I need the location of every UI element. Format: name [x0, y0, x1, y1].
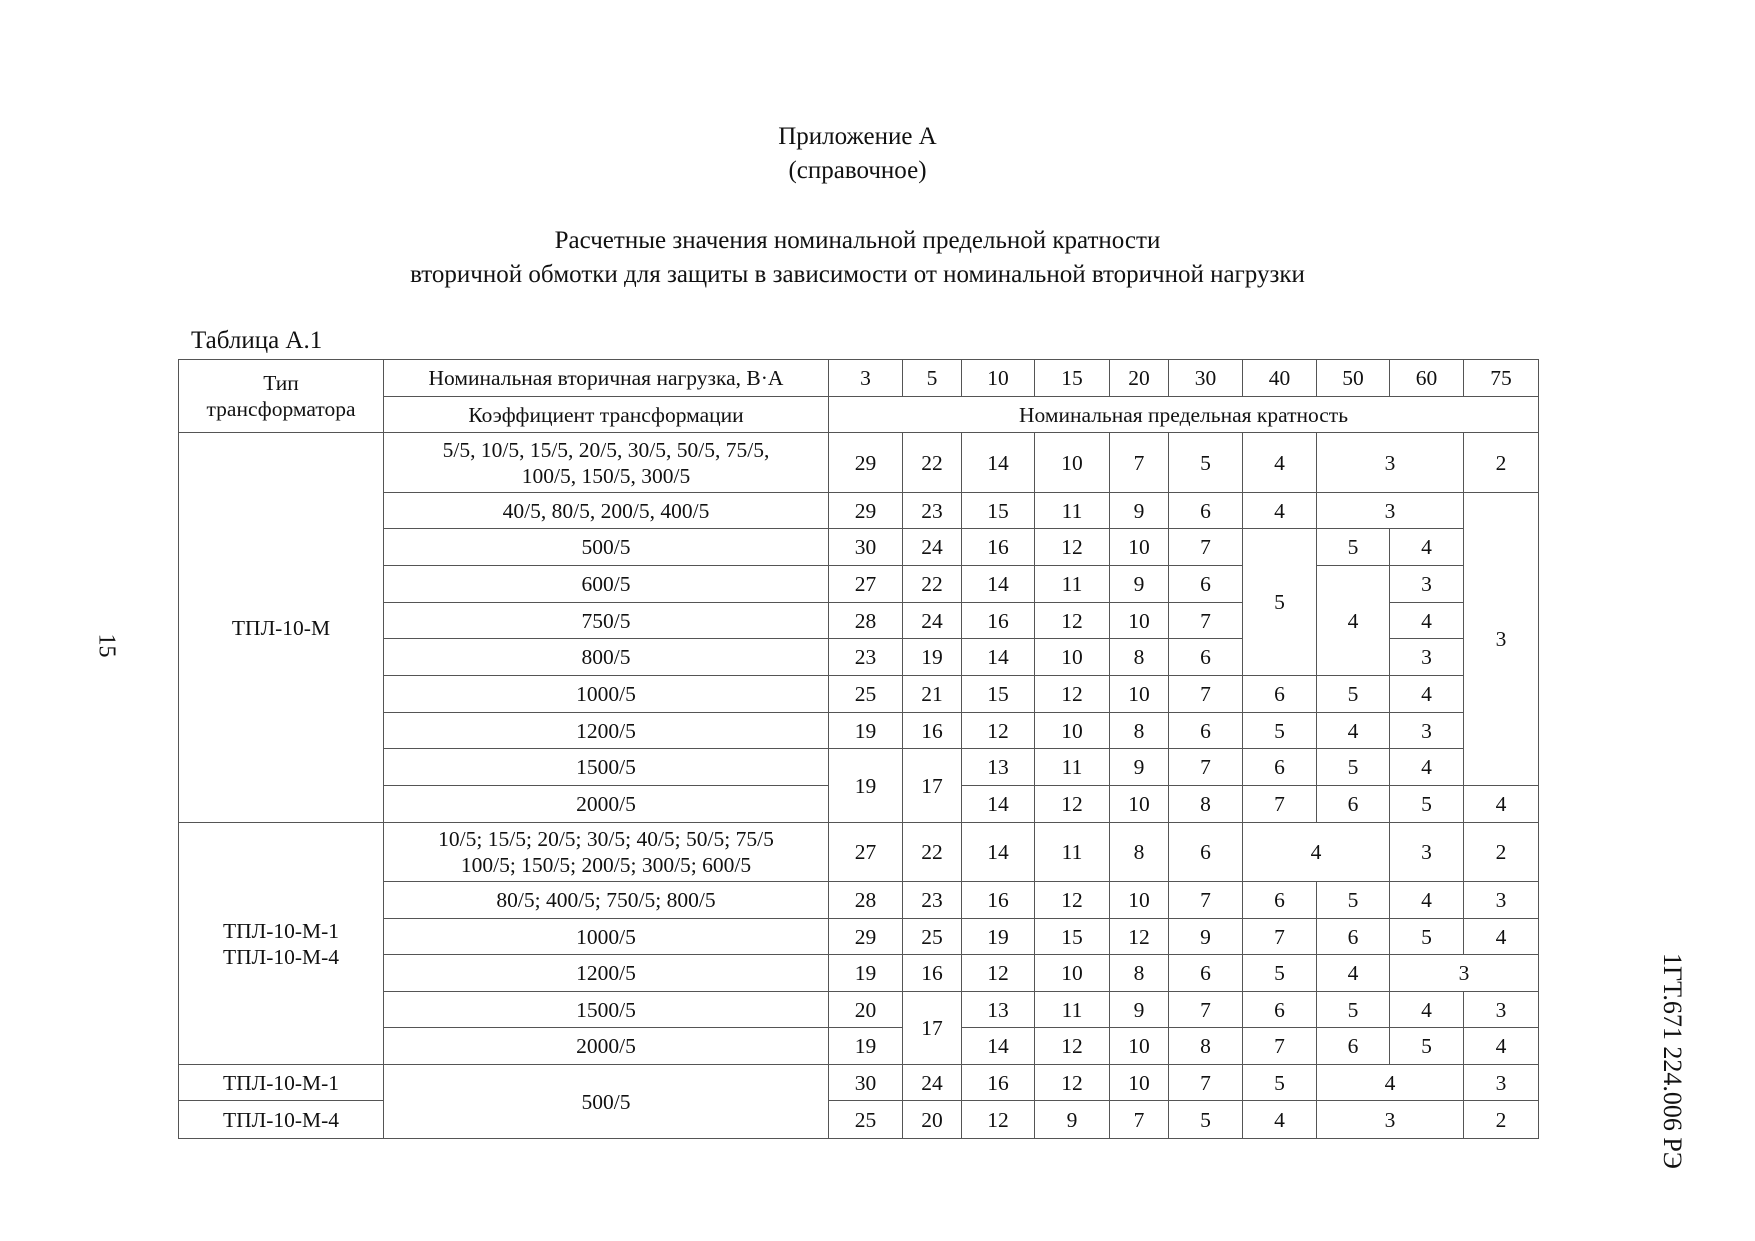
multiplicity-value: 11	[1035, 566, 1110, 603]
multiplicity-value: 7	[1169, 749, 1243, 786]
multiplicity-value: 4	[1243, 1101, 1317, 1138]
multiplicity-value: 6	[1169, 493, 1243, 529]
multiplicity-value: 8	[1110, 713, 1169, 749]
multiplicity-value: 13	[962, 992, 1035, 1028]
multiplicity-value: 16	[962, 1065, 1035, 1101]
multiplicity-value: 19	[829, 955, 903, 992]
multiplicity-value: 5	[1243, 955, 1317, 992]
header-load-value: 5	[903, 360, 962, 397]
multiplicity-value: 15	[962, 493, 1035, 529]
header-load-value: 15	[1035, 360, 1110, 397]
multiplicity-value: 11	[1035, 493, 1110, 529]
multiplicity-value: 19	[903, 639, 962, 676]
multiplicity-value: 5	[1317, 882, 1390, 919]
header-transformer-type: Тип трансформатора	[179, 360, 384, 433]
multiplicity-value: 14	[962, 566, 1035, 603]
multiplicity-value: 8	[1110, 823, 1169, 882]
multiplicity-value: 3	[1390, 823, 1464, 882]
multiplicity-value: 29	[829, 433, 903, 493]
multiplicity-value: 12	[962, 713, 1035, 749]
header-load-value: 20	[1110, 360, 1169, 397]
multiplicity-value: 14	[962, 433, 1035, 493]
multiplicity-value: 30	[829, 1065, 903, 1101]
multiplicity-value: 4	[1243, 493, 1317, 529]
multiplicity-value: 2	[1495, 1107, 1507, 1132]
multiplicity-value: 5	[1390, 1028, 1464, 1065]
transformer-type: ТПЛ-10-М-4	[179, 1101, 384, 1138]
multiplicity-value: 16	[962, 603, 1035, 639]
multiplicity-value: 20	[903, 1101, 962, 1138]
ratio-cell: 10/5; 15/5; 20/5; 30/5; 40/5; 50/5; 75/5 100/5; 150/5; 200/5; 300/5; 600/5	[384, 823, 829, 882]
multiplicity-value: 3	[1317, 433, 1464, 493]
multiplicity-value: 6	[1317, 786, 1390, 823]
multiplicity-value: 4	[1390, 529, 1464, 566]
header-load: Номинальная вторичная нагрузка, В·А	[384, 360, 829, 397]
multiplicity-value: 10	[1110, 1028, 1169, 1065]
transformer-type: ТПЛ-10-М	[179, 433, 384, 823]
multiplicity-value: 7	[1169, 603, 1243, 639]
multiplicity-value: 19	[829, 1028, 903, 1065]
multiplicity-value: 28	[829, 882, 903, 919]
multiplicity-value: 6	[1243, 749, 1317, 786]
multiplicity-value: 10	[1110, 529, 1169, 566]
multiplicity-value: 12	[1035, 1028, 1110, 1065]
ratio-cell: 500/5	[384, 1065, 829, 1138]
multiplicity-value: 7	[1110, 433, 1169, 493]
multiplicity-value: 3	[1390, 566, 1464, 603]
ratio-cell: 1200/5	[384, 713, 829, 749]
multiplicity-value: 24	[903, 529, 962, 566]
ratio-cell: 750/5	[384, 603, 829, 639]
multiplicity-value: 21	[903, 676, 962, 713]
multiplicity-value: 7	[1243, 919, 1317, 955]
multiplicity-value: 10	[1035, 433, 1110, 493]
ratio-cell: 2000/5	[384, 1028, 829, 1065]
multiplicity-value: 14	[962, 639, 1035, 676]
transformer-type: ТПЛ-10-М-1	[179, 1065, 384, 1101]
multiplicity-value: 7	[1243, 1028, 1317, 1065]
multiplicity-value: 4	[1390, 676, 1464, 713]
table-title-line-2: вторичной обмотки для защиты в зависимости от номинальной вторичной нагрузки	[410, 261, 1305, 288]
multiplicity-value: 5	[1243, 1065, 1317, 1101]
multiplicity-value: 4	[1390, 603, 1464, 639]
multiplicity-value: 10	[1035, 713, 1110, 749]
multiplicity-value: 14	[962, 1028, 1035, 1065]
header-multiplicity: Номинальная предельная кратность	[829, 397, 1538, 433]
table-title-line-1: Расчетные значения номинальной предельной кратности	[554, 227, 1161, 254]
multiplicity-value: 12	[1035, 1065, 1110, 1101]
multiplicity-value: 22	[903, 433, 962, 493]
multiplicity-value: 5	[1243, 529, 1317, 676]
multiplicity-value: 7	[1169, 529, 1243, 566]
multiplicity-value: 3	[1390, 639, 1464, 676]
multiplicity-value: 6	[1169, 713, 1243, 749]
header-load-value: 50	[1317, 360, 1390, 397]
multiplicity-value: 20	[829, 992, 903, 1028]
multiplicity-value: 10	[1110, 882, 1169, 919]
ratio-cell: 1000/5	[384, 676, 829, 713]
multiplicity-value: 25	[903, 919, 962, 955]
multiplicity-value: 5	[1317, 529, 1390, 566]
multiplicity-table	[178, 359, 1539, 1139]
multiplicity-value: 4	[1243, 823, 1390, 882]
ratio-cell: 800/5	[384, 639, 829, 676]
multiplicity-value: 10	[1110, 1065, 1169, 1101]
table-caption: Таблица А.1	[191, 327, 323, 354]
multiplicity-value: 4	[1464, 786, 1538, 823]
multiplicity-value: 7	[1110, 1101, 1169, 1138]
multiplicity-value: 5	[1317, 749, 1390, 786]
multiplicity-value: 10	[1110, 603, 1169, 639]
multiplicity-value: 9	[1169, 919, 1243, 955]
multiplicity-value: 29	[829, 919, 903, 955]
multiplicity-value: 12	[962, 955, 1035, 992]
multiplicity-value: 2	[1464, 823, 1538, 882]
ratio-cell: 1000/5	[384, 919, 829, 955]
multiplicity-value: 6	[1243, 676, 1317, 713]
multiplicity-value: 8	[1169, 1028, 1243, 1065]
multiplicity-value: 16	[962, 882, 1035, 919]
multiplicity-value: 23	[829, 639, 903, 676]
multiplicity-value: 4	[1317, 955, 1390, 992]
multiplicity-value: 22	[903, 566, 962, 603]
header-load-value: 10	[962, 360, 1035, 397]
multiplicity-value: 16	[903, 713, 962, 749]
ratio-cell: 80/5; 400/5; 750/5; 800/5	[384, 882, 829, 919]
ratio-cell: 1500/5	[384, 992, 829, 1028]
multiplicity-value: 15	[1035, 919, 1110, 955]
multiplicity-value: 14	[962, 786, 1035, 823]
multiplicity-value: 12	[1035, 882, 1110, 919]
multiplicity-value: 2	[1464, 433, 1538, 493]
multiplicity-value: 11	[1035, 749, 1110, 786]
header-load-value: 75	[1464, 360, 1538, 397]
multiplicity-value: 9	[1110, 992, 1169, 1028]
multiplicity-value: 4	[1317, 1065, 1464, 1101]
multiplicity-value: 7	[1169, 882, 1243, 919]
header-load-value: 60	[1390, 360, 1464, 397]
multiplicity-value: 6	[1243, 992, 1317, 1028]
multiplicity-value: 5	[1317, 992, 1390, 1028]
multiplicity-value: 27	[829, 823, 903, 882]
document-code: 1ГТ.671 224.006 РЭ	[1658, 953, 1687, 1169]
ratio-cell: 5/5, 10/5, 15/5, 20/5, 30/5, 50/5, 75/5, 100/5, 150/5, 300/5	[384, 433, 829, 493]
multiplicity-value: 4	[1390, 882, 1464, 919]
ratio-cell: 500/5	[384, 529, 829, 566]
appendix-title: Приложение А	[778, 123, 937, 150]
multiplicity-value: 6	[1169, 639, 1243, 676]
multiplicity-value: 3	[1317, 493, 1464, 529]
multiplicity-value: 19	[829, 749, 903, 823]
multiplicity-value: 23	[903, 882, 962, 919]
multiplicity-value: 13	[962, 749, 1035, 786]
multiplicity-value: 3	[1464, 882, 1538, 919]
appendix-note: (справочное)	[788, 157, 927, 184]
multiplicity-value: 23	[903, 493, 962, 529]
multiplicity-value: 28	[829, 603, 903, 639]
header-load-value: 30	[1169, 360, 1243, 397]
multiplicity-value: 12	[1035, 529, 1110, 566]
multiplicity-value: 25	[829, 1101, 903, 1138]
multiplicity-value: 17	[903, 749, 962, 823]
multiplicity-value: 10	[1110, 786, 1169, 823]
ratio-cell: 2000/5	[384, 786, 829, 823]
ratio-cell: 600/5	[384, 566, 829, 603]
multiplicity-value: 3	[1464, 992, 1538, 1028]
multiplicity-value: 19	[829, 713, 903, 749]
multiplicity-value: 9	[1110, 749, 1169, 786]
multiplicity-value: 3	[1464, 493, 1538, 786]
multiplicity-value: 10	[1035, 639, 1110, 676]
multiplicity-value: 3	[1317, 1101, 1464, 1138]
multiplicity-value: 5	[1243, 713, 1317, 749]
ratio-cell: 40/5, 80/5, 200/5, 400/5	[384, 493, 829, 529]
multiplicity-value: 11	[1035, 823, 1110, 882]
multiplicity-value: 6	[1317, 919, 1390, 955]
multiplicity-value: 5	[1317, 676, 1390, 713]
multiplicity-value: 12	[962, 1101, 1035, 1138]
multiplicity-value: 14	[962, 823, 1035, 882]
multiplicity-value: 8	[1169, 786, 1243, 823]
ratio-cell: 1200/5	[384, 955, 829, 992]
multiplicity-value: 6	[1243, 882, 1317, 919]
multiplicity-value: 10	[1035, 955, 1110, 992]
multiplicity-value: 16	[962, 529, 1035, 566]
multiplicity-value: 3	[1464, 1065, 1538, 1101]
multiplicity-value: 4	[1390, 992, 1464, 1028]
header-load-value: 3	[829, 360, 903, 397]
header-ratio: Коэффициент трансформации	[384, 397, 829, 433]
multiplicity-value: 11	[1035, 992, 1110, 1028]
multiplicity-value: 3	[1390, 955, 1538, 992]
multiplicity-value: 30	[829, 529, 903, 566]
multiplicity-value: 3	[1390, 713, 1464, 749]
multiplicity-value: 6	[1169, 823, 1243, 882]
page-number: 15	[93, 633, 120, 658]
ratio-cell: 1500/5	[384, 749, 829, 786]
multiplicity-value: 12	[1035, 603, 1110, 639]
multiplicity-value: 29	[829, 493, 903, 529]
multiplicity-value: 5	[1390, 919, 1464, 955]
multiplicity-value: 9	[1110, 566, 1169, 603]
multiplicity-value: 12	[1035, 786, 1110, 823]
multiplicity-value: 7	[1243, 786, 1317, 823]
multiplicity-value: 22	[903, 823, 962, 882]
multiplicity-value: 6	[1169, 955, 1243, 992]
multiplicity-value: 12	[1035, 676, 1110, 713]
multiplicity-value: 4	[1390, 749, 1464, 786]
multiplicity-value: 7	[1169, 1065, 1243, 1101]
multiplicity-value: 7	[1169, 992, 1243, 1028]
multiplicity-value: 4	[1317, 713, 1390, 749]
multiplicity-value: 24	[903, 603, 962, 639]
multiplicity-value: 10	[1110, 676, 1169, 713]
multiplicity-value: 16	[903, 955, 962, 992]
transformer-type: ТПЛ-10-М-1 ТПЛ-10-М-4	[179, 823, 384, 1065]
multiplicity-value: 4	[1243, 433, 1317, 493]
multiplicity-value: 8	[1110, 955, 1169, 992]
multiplicity-value: 24	[903, 1065, 962, 1101]
multiplicity-value: 9	[1035, 1101, 1110, 1138]
multiplicity-value: 4	[1464, 1028, 1538, 1065]
multiplicity-value: 4	[1317, 566, 1390, 676]
multiplicity-value: 9	[1110, 493, 1169, 529]
multiplicity-value: 8	[1110, 639, 1169, 676]
multiplicity-value: 17	[903, 992, 962, 1065]
multiplicity-value: 25	[829, 676, 903, 713]
multiplicity-value: 7	[1169, 676, 1243, 713]
multiplicity-value: 4	[1464, 919, 1538, 955]
multiplicity-value: 15	[962, 676, 1035, 713]
multiplicity-value: 5	[1390, 786, 1464, 823]
multiplicity-value: 6	[1169, 566, 1243, 603]
multiplicity-value: 5	[1169, 1101, 1243, 1138]
multiplicity-value: 6	[1317, 1028, 1390, 1065]
header-load-value: 40	[1243, 360, 1317, 397]
multiplicity-value: 12	[1110, 919, 1169, 955]
multiplicity-value: 27	[829, 566, 903, 603]
multiplicity-value: 19	[962, 919, 1035, 955]
multiplicity-value: 5	[1169, 433, 1243, 493]
